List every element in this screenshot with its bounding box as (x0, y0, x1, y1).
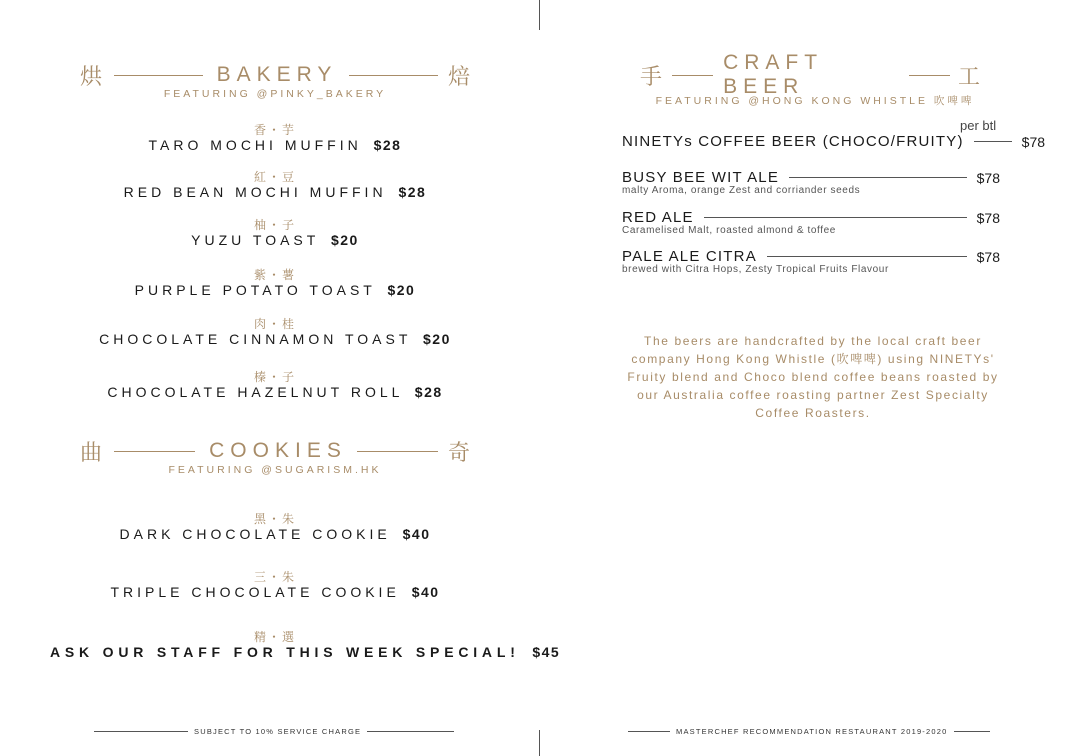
item-cn: 黑・朱 (253, 512, 296, 526)
bakery-header (80, 60, 470, 90)
menu-item (60, 315, 490, 347)
beer-item (622, 133, 1046, 150)
craft-beer-title: CRAFT BEER (723, 51, 823, 98)
divider (628, 731, 670, 732)
item-cn: 紫・薯 (253, 268, 296, 282)
item-name: CHOCOLATE HAZELNUT ROLL (107, 384, 403, 400)
item-cn: 肉・桂 (253, 317, 296, 331)
beer-name: NINETYs COFFEE BEER (CHOCO/FRUITY) (622, 133, 964, 150)
item-cn: 榛・子 (253, 370, 296, 384)
craft-beer-cjk-right: 工 (958, 64, 981, 90)
item-name: YUZU TOAST (191, 232, 320, 248)
beer-description: brewed with Citra Hops, Zesty Tropical Fruits Flavour (622, 264, 889, 275)
cookies-title: COOKIES (209, 439, 347, 462)
divider (672, 75, 713, 76)
craft-beer-featuring: FEATURING @HONG KONG WHISTLE 吹啤啤 (655, 95, 975, 107)
item-price: $20 (387, 282, 416, 298)
item-name-line (60, 384, 490, 400)
divider (909, 75, 950, 76)
leader-line (767, 256, 967, 257)
center-divider-bottom (539, 730, 540, 756)
item-name: DARK CHOCOLATE COOKIE (119, 526, 391, 542)
item-name-line (60, 232, 490, 248)
masterchef-note: MASTERCHEF RECOMMENDATION RESTAURANT 2019-2020 (676, 727, 948, 736)
menu-item (60, 216, 490, 248)
beer-row (622, 169, 1000, 186)
bakery-featuring: FEATURING @PINKY_BAKERY (163, 88, 387, 100)
menu-item (60, 168, 490, 200)
item-price: $28 (373, 137, 402, 153)
beer-price: $78 (976, 248, 1000, 265)
item-price: $28 (398, 184, 427, 200)
item-name-line (60, 184, 490, 200)
beer-price: $78 (1021, 133, 1046, 150)
beer-description: malty Aroma, orange Zest and corriander seeds (622, 185, 861, 196)
item-cn: 柚・子 (253, 218, 296, 232)
beer-item (622, 248, 1000, 275)
footer-left (94, 727, 454, 736)
item-name-line (60, 526, 490, 542)
beer-item (622, 169, 1000, 196)
divider (357, 451, 438, 452)
beer-name: RED ALE (622, 209, 694, 226)
center-divider-top (539, 0, 540, 30)
item-name: TRIPLE CHOCOLATE COOKIE (110, 584, 400, 600)
cookies-featuring: FEATURING @SUGARISM.HK (168, 464, 382, 476)
item-price: $20 (423, 331, 451, 347)
item-name-line (60, 282, 490, 298)
leader-line (704, 217, 967, 218)
item-cn: 紅・豆 (253, 170, 296, 184)
item-cn: 香・芋 (253, 123, 296, 137)
beer-name: PALE ALE CITRA (622, 248, 757, 265)
menu-item (60, 266, 490, 298)
menu-item (60, 510, 490, 542)
menu-item (60, 568, 490, 600)
craft-beer-description: The beers are handcrafted by the local craft beer company Hong Kong Whistle (吹啤啤) using NINETYs' Fruity blend and Choco blend coffee beans roasted by our Australia coffee roasting partner Zest Specialty Coffee Roasters. (627, 334, 999, 420)
craft-beer-cjk-left: 手 (640, 64, 663, 90)
divider (954, 731, 991, 732)
leader-line (974, 141, 1012, 142)
divider (94, 731, 188, 732)
divider (349, 75, 438, 76)
item-name-line (60, 584, 490, 600)
item-name: PURPLE POTATO TOAST (134, 282, 376, 298)
bakery-cjk-left: 烘 (80, 64, 103, 90)
bakery-cjk-right: 焙 (447, 64, 470, 90)
item-price: $40 (402, 526, 431, 542)
beer-name: BUSY BEE WIT ALE (622, 169, 780, 186)
beer-row (622, 133, 1046, 150)
beer-description: Caramelised Malt, roasted almond & toffee (622, 225, 836, 236)
item-cn: 三・朱 (253, 570, 296, 584)
cookies-cjk-right: 奇 (447, 440, 470, 466)
item-price: $45 (532, 644, 561, 660)
beer-price: $78 (976, 209, 1000, 226)
item-price: $40 (411, 584, 440, 600)
craft-beer-header (640, 51, 981, 98)
menu-item (60, 121, 490, 153)
item-name: ASK OUR STAFF FOR THIS WEEK SPECIAL! (50, 644, 520, 660)
item-name: TARO MOCHI MUFFIN (148, 137, 362, 153)
beer-row (622, 209, 1000, 226)
cookies-cjk-left: 曲 (80, 440, 103, 466)
item-cn: 精・選 (253, 630, 296, 644)
bakery-title: BAKERY (216, 63, 338, 86)
item-price: $28 (414, 384, 443, 400)
item-name: RED BEAN MOCHI MUFFIN (123, 184, 387, 200)
leader-line (789, 177, 967, 178)
item-name-line (60, 331, 490, 347)
item-name: CHOCOLATE CINNAMON TOAST (99, 331, 412, 347)
per-bottle-label: per btl (960, 118, 997, 133)
menu-item-special (50, 628, 561, 660)
footer-right (628, 727, 990, 736)
item-price: $20 (330, 232, 359, 248)
item-name-line (60, 137, 490, 153)
beer-price: $78 (976, 169, 1000, 186)
menu-item (60, 368, 490, 400)
divider (114, 75, 203, 76)
divider (367, 731, 454, 732)
service-charge-note: SUBJECT TO 10% SERVICE CHARGE (194, 727, 362, 736)
cookies-header (80, 436, 470, 466)
beer-row (622, 248, 1000, 265)
beer-item (622, 209, 1000, 236)
divider (114, 451, 195, 452)
item-name-line (50, 644, 561, 660)
